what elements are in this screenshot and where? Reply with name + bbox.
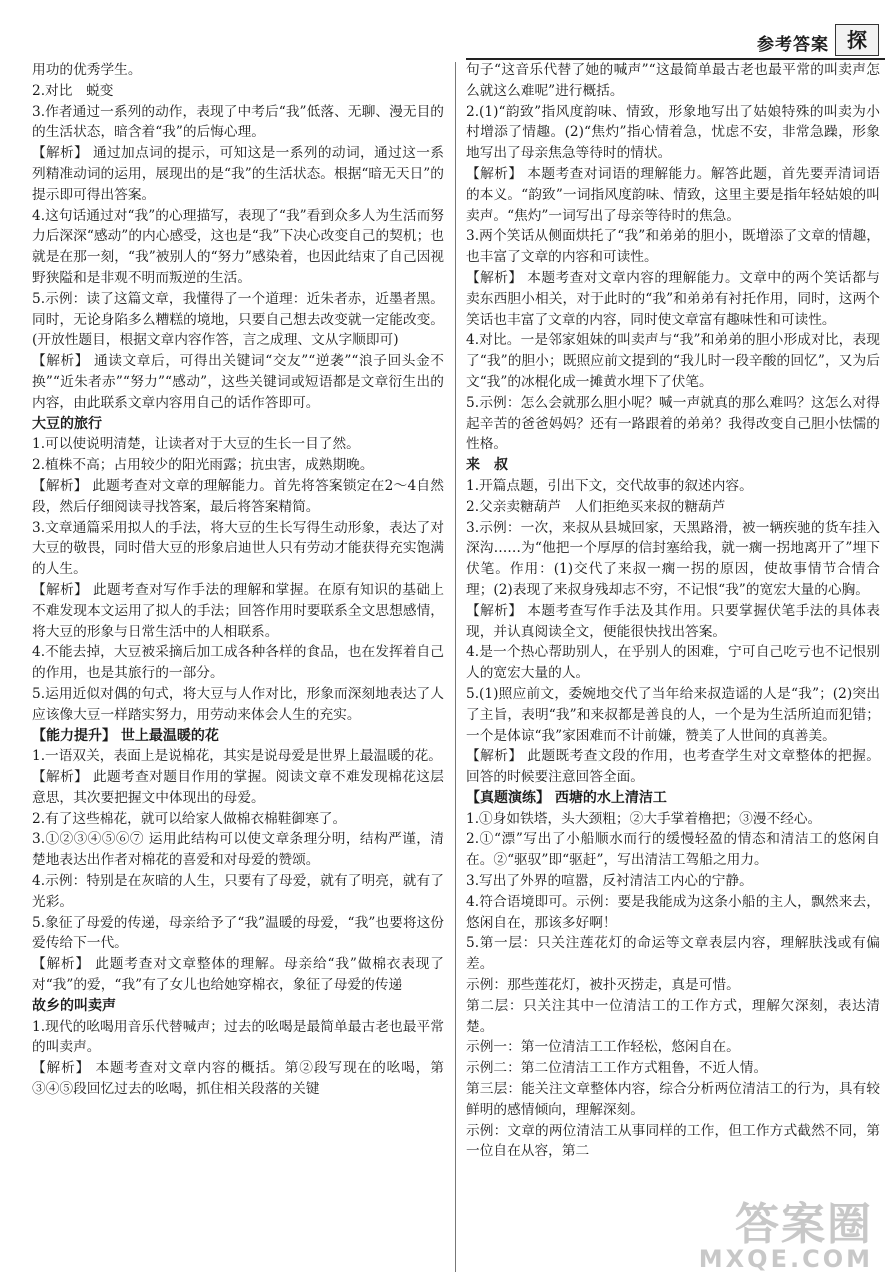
answer-paragraph: 5.示例：读了这篇文章，我懂得了一个道理：近朱者赤，近墨者黑。同时，无论身陷多么糟糕的境地，只要自己想去改变就一定能改变。(开放性题目，根据文章内容作答，言之成理、文从字顺即可) xyxy=(32,290,444,349)
answer-paragraph: 句子“这音乐代替了她的喊声”“这最简单最古老也最平常的叫卖声怎么就这么难呢”进行概括。 xyxy=(466,62,880,99)
answer-paragraph: 3.①②③④⑤⑥⑦ 运用此结构可以使文章条理分明，结构严谨，清楚地表达出作者对棉花的喜爱和对母爱的赞颂。 xyxy=(32,831,444,869)
logo-icon: 探 xyxy=(835,24,879,56)
answer-paragraph: 5.运用近似对偶的句式，将大豆与人作对比，形象而深刻地表达了人应该像大豆一样踏实努力，用劳动来体会人生的充实。 xyxy=(32,685,444,723)
watermark-url: MXQE.COM xyxy=(698,1245,873,1273)
answer-paragraph: 5.象征了母爱的传递，母亲给予了“我”温暖的母爱，“我”也要将这份爱传给下一代。 xyxy=(32,914,444,952)
answer-paragraph: 1.开篇点题，引出下文，交代故事的叙述内容。 xyxy=(466,477,753,494)
answer-paragraph: 4.不能去掉，大豆被采摘后加工成各种各样的食品，也在发挥着自己的作用，也是其旅行的一部分。 xyxy=(32,644,444,682)
answer-paragraph: 5.(1)照应前文，委婉地交代了当年给来叔造谣的人是“我”；(2)突出了主旨，表明“我”和来叔都是善良的人，一个是为生活所迫而犯错；一个是体谅“我”家困难而不计前嫌，赞美了人世间的真善美。 xyxy=(466,685,880,744)
answer-paragraph: 【解析】 通过加点词的提示，可知这是一系列的动词，通过这一系列精准动词的运用，展现出的是“我”的生活状态。根据“暗无天日”的提示即可得出答案。 xyxy=(32,145,444,203)
answer-paragraph: 3.两个笑话从侧面烘托了“我”和弟弟的胆小，既增添了文章的情趣，也丰富了文章的内容和可读性。 xyxy=(466,228,880,266)
page-header xyxy=(0,0,893,62)
answer-paragraph: 4.这句话通过对“我”的心理描写，表现了“我”看到众多人为生活而努力后深深“感动”的内心感受，这也是“我”下决心改变自己的契机；也就是在那一刻，“我”被别人的“努力”感染着，也因此结束了自己因视野狭隘和是非观不明而叛逆的生活。 xyxy=(32,207,444,286)
answer-paragraph: 示例：文章的两位清洁工从事同样的工作，但工作方式截然不同，第一位自在从容，第二 xyxy=(466,1122,880,1160)
answer-paragraph: 【解析】 此题既考查文段的作用，也考查学生对文章整体的把握。回答的时候要注意回答全面。 xyxy=(466,748,880,786)
answer-paragraph: 示例一：第一位清洁工工作轻松，悠闲自在。 xyxy=(466,1039,740,1056)
answer-paragraph: 2.植株不高；占用较少的阳光雨露；抗虫害，成熟期晚。 xyxy=(32,457,374,474)
answer-paragraph: 3.写出了外界的喧嚣，反衬清洁工内心的宁静。 xyxy=(466,873,753,890)
answer-paragraph: 1.现代的吆喝用音乐代替喊声；过去的吆喝是最简单最古老也最平常的叫卖声。 xyxy=(32,1018,444,1056)
right-column xyxy=(466,60,880,1162)
answer-paragraph: 【解析】 此题考查对文章的理解能力。首先将答案锁定在2～4自然段，然后仔细阅读寻找答案，最后将答案精简。 xyxy=(32,477,444,515)
answer-paragraph: 3.作者通过一系列的动作，表现了中考后“我”低落、无聊、漫无目的的生活状态，暗含着“我”的后悔心理。 xyxy=(32,103,444,141)
answer-paragraph: 2.有了这些棉花，就可以给家人做棉衣棉鞋御寒了。 xyxy=(32,810,347,827)
column-divider xyxy=(455,62,456,1272)
answer-paragraph: 【解析】 本题考查对词语的理解能力。解答此题，首先要弄清词语的本义。“韵致”一词指风度韵味、情致，这里主要是指年轻姑娘的叫卖声。“焦灼”一词写出了母亲等待时的焦急。 xyxy=(466,165,880,224)
watermark-logo: 答案圈 xyxy=(735,1199,873,1250)
answer-paragraph: 【解析】 本题考查对文章内容的理解能力。文章中的两个笑话都与卖东西胆小相关，对于此时的“我”和弟弟有衬托作用，同时，这两个笑话也丰富了文章的内容，同时使文章富有趣味性和可读性。 xyxy=(466,269,880,328)
answer-paragraph: 5.示例：怎么会就那么胆小呢？喊一声就真的那么难吗？这怎么对得起辛苦的爸爸妈妈？还有一路跟着的弟弟？我得改变自己胆小怯懦的性格。 xyxy=(466,394,880,453)
answer-paragraph: 【解析】 通读文章后，可得出关键词“交友”“逆袭”“浪子回头金不换”“近朱者赤”“努力”“感动”，这些关键词或短语都是文章衍生出的内容，由此联系文章内容用自己的话作答即可。 xyxy=(32,353,444,411)
answer-paragraph: 2.(1)“韵致”指风度韵味、情致，形象地写出了姑娘特殊的叫卖为小村增添了情趣。(2)“焦灼”指心情着急，忧虑不安，非常急躁，形象地写出了母亲焦急等待时的情状。 xyxy=(466,103,880,162)
left-column xyxy=(32,60,444,1100)
answer-paragraph: 3.文章通篇采用拟人的手法，将大豆的生长写得生动形象，表达了对大豆的敬畏，同时借大豆的形象启迪世人只有劳动才能获得充实饱满的人生。 xyxy=(32,519,444,578)
section-heading: 故乡的叫卖声 xyxy=(32,997,116,1014)
answer-paragraph: 【解析】 本题考查写作手法及其作用。只要掌握伏笔手法的具体表现，并认真阅读全文，便能很快找出答案。 xyxy=(466,602,880,640)
section-heading: 【能力提升】 世上最温暖的花 xyxy=(32,727,219,744)
answer-paragraph: 4.对比。一是邻家姐妹的叫卖声与“我”和弟弟的胆小形成对比，表现了“我”的胆小；既照应前文提到的“我儿时一段辛酸的回忆”，又为后文“我”的冰棍化成一摊黄水埋下了伏笔。 xyxy=(466,332,880,390)
answer-paragraph: 【解析】 此题考查对文章整体的理解。母亲给“我”做棉衣表现了对“我”的爱，“我”有了女儿也给她穿棉衣，象征了母爱的传递 xyxy=(32,956,444,994)
answer-paragraph: 1.一语双关，表面上是说棉花，其实是说母爱是世界上最温暖的花。 xyxy=(32,748,442,765)
answer-paragraph: 4.符合语境即可。示例：要是我能成为这条小船的主人，飘然来去，悠闲自在，那该多好啊！ xyxy=(466,893,880,931)
answer-paragraph: 【解析】 此题考查对题目作用的掌握。阅读文章不难发现棉花这层意思，其次要把握文中体现出的母爱。 xyxy=(32,769,444,806)
watermark xyxy=(698,1199,873,1273)
answer-paragraph: 1.可以使说明清楚，让读者对于大豆的生长一目了然。 xyxy=(32,436,360,453)
answer-paragraph: 示例二：第二位清洁工工作方式粗鲁，不近人情。 xyxy=(466,1060,768,1077)
answer-paragraph: 4.示例：特别是在灰暗的人生，只要有了母爱，就有了明亮，就有了光彩。 xyxy=(32,873,444,910)
answer-paragraph: 【解析】 本题考查对文章内容的概括。第②段写现在的吆喝，第③④⑤段回忆过去的吆喝，抓住相关段落的关键 xyxy=(32,1060,444,1098)
answer-paragraph: 2.对比 蜕变 xyxy=(32,82,114,99)
section-heading: 来 叔 xyxy=(466,457,508,474)
answer-paragraph: 2.父亲卖糖葫芦 人们拒绝买来叔的糖葫芦 xyxy=(466,498,726,515)
answer-paragraph: 3.示例：一次，来叔从县城回家，天黑路滑，被一辆疾驰的货车挂入深沟……为“他把一个厚厚的信封塞给我，就一瘸一拐地离开了”埋下伏笔。作用：(1)交代了来叔一瘸一拐的原因，使故事情节合情合理；(2)表现了来叔身残却志不穷，不记恨“我”的宽宏大量的心胸。 xyxy=(466,519,880,598)
header-title: 参考答案 xyxy=(757,35,829,55)
answer-paragraph: 5.第一层：只关注莲花灯的命运等文章表层内容，理解肤浅或有偏差。 xyxy=(466,935,880,973)
answer-paragraph: 1.①身如铁塔，头大颈粗；②大手掌着橹把；③漫不经心。 xyxy=(466,810,822,827)
answer-paragraph: 【解析】 此题考查对写作手法的理解和掌握。在原有知识的基础上不难发现本文运用了拟人的手法；回答作用时要联系全文思想感情，将大豆的形象与日常生活中的人相联系。 xyxy=(32,581,444,640)
answer-paragraph: 示例：那些莲花灯，被扑灭捞走，真是可惜。 xyxy=(466,977,740,994)
answer-paragraph: 4.是一个热心帮助别人，在乎别人的困难，宁可自己吃亏也不记恨别人的宽宏大量的人。 xyxy=(466,644,880,682)
answer-paragraph: 第三层：能关注文章整体内容，综合分析两位清洁工的行为，具有较鲜明的感情倾向，理解深刻。 xyxy=(466,1081,880,1118)
section-heading: 【真题演练】 西塘的水上清洁工 xyxy=(466,789,667,806)
answer-paragraph: 2.①“漂”写出了小船顺水而行的缓慢轻盈的情态和清洁工的悠闲自在。②“驱驭”即“驱赶”，写出清洁工驾船之用力。 xyxy=(466,831,880,869)
answer-paragraph: 用功的优秀学生。 xyxy=(32,62,142,78)
answer-paragraph: 第二层：只关注其中一位清洁工的工作方式，理解欠深刻，表达清楚。 xyxy=(466,997,880,1035)
section-heading: 大豆的旅行 xyxy=(32,415,102,432)
